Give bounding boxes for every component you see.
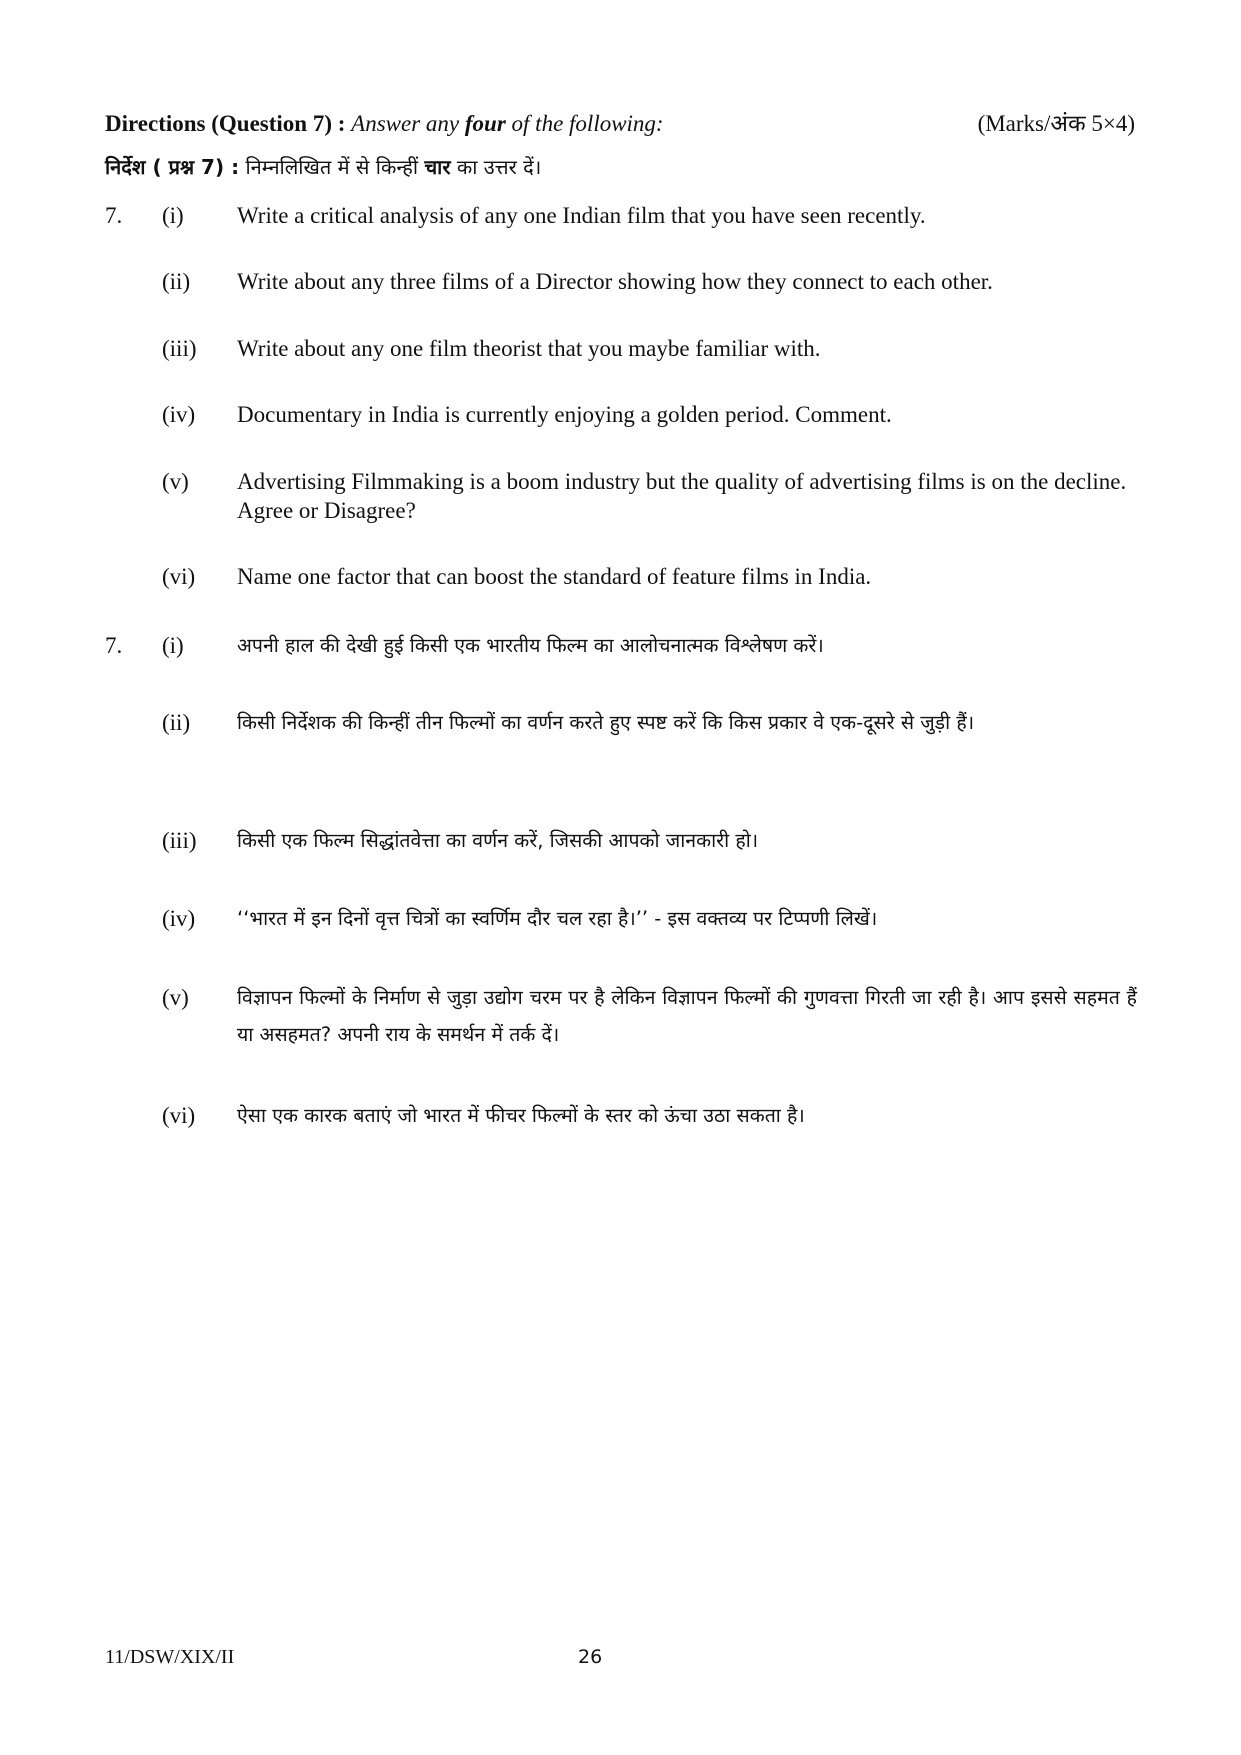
item-label: (ii) [162, 269, 191, 294]
directions-english [105, 108, 1135, 140]
page-number: 26 [578, 1646, 603, 1668]
item-label: (vi) [162, 564, 196, 589]
directions-label: Directions (Question 7) : [105, 111, 346, 136]
paper-code: 11/DSW/XIX/II [105, 1646, 235, 1668]
item-label: (iv) [162, 906, 196, 931]
marks-label: (Marks/अंक 5×4) [977, 111, 1135, 136]
directions-hindi [105, 150, 1135, 184]
item-label: (vi) [162, 1103, 196, 1128]
directions-instruction-post: of the following: [511, 111, 664, 136]
question-text-hindi: ऐसा एक कारक बताएं जो भारत में फीचर फिल्मों के स्तर को ऊंचा उठा सकता है। [237, 1104, 805, 1127]
question-text: Write about any one film theorist that you maybe familiar with. [237, 336, 821, 361]
item-label: (v) [162, 469, 189, 494]
question-text-hindi: किसी निर्देशक की किन्हीं तीन फिल्मों का वर्णन करते हुए स्पष्ट करें कि किस प्रकार वे एक-दूसरे से जुड़ी हैं। [237, 711, 975, 734]
directions-hindi-instruction-post: का उत्तर दें। [456, 155, 542, 179]
item-label: (v) [162, 985, 189, 1010]
question-number-hindi: 7. [105, 633, 123, 658]
question-text: Write about any three films of a Director showing how they connect to each other. [237, 269, 993, 294]
question-text: Write a critical analysis of any one Indian film that you have seen recently. [237, 203, 926, 228]
question-text-hindi: ‘‘भारत में इन दिनों वृत्त चित्रों का स्वर्णिम दौर चल रहा है।’’ - इस वक्तव्य पर टिप्पणी लिखें। [237, 907, 878, 930]
directions-hindi-label: निर्देश ( प्रश्न 7) : [105, 155, 240, 179]
question-text: Advertising Filmmaking is a boom industry but the quality of advertising films is on the decline. Agree or Disagree? [237, 469, 1127, 523]
directions-instruction-emphasis: four [464, 111, 506, 136]
question-text: Name one factor that can boost the standard of feature films in India. [237, 564, 872, 589]
question-text-hindi: अपनी हाल की देखी हुई किसी एक भारतीय फिल्म का आलोचनात्मक विश्लेषण करें। [237, 634, 824, 657]
item-label: (i) [162, 203, 184, 228]
question-text-hindi: किसी एक फिल्म सिद्धांतवेत्ता का वर्णन करें, जिसकी आपको जानकारी हो। [237, 829, 759, 852]
item-label: (iii) [162, 828, 197, 853]
question-text: Documentary in India is currently enjoying a golden period. Comment. [237, 402, 892, 427]
item-label: (iii) [162, 336, 197, 361]
directions-instruction-pre: Answer any [351, 111, 460, 136]
directions-hindi-instruction-emphasis: चार [424, 155, 451, 179]
question-text-hindi: विज्ञापन फिल्मों के निर्माण से जुड़ा उद्योग चरम पर है लेकिन विज्ञापन फिल्मों की गुणवत्ता गिरती जा रही है। आप इससे सहमत हैं या असहमत? अपनी राय के समर्थन में तर्क दें। [237, 986, 1137, 1046]
question-number: 7. [105, 203, 123, 228]
directions-hindi-instruction-pre: निम्नलिखित में से किन्हीं [245, 155, 419, 179]
item-label: (iv) [162, 402, 196, 427]
item-label: (i) [162, 633, 184, 658]
item-label: (ii) [162, 710, 191, 735]
